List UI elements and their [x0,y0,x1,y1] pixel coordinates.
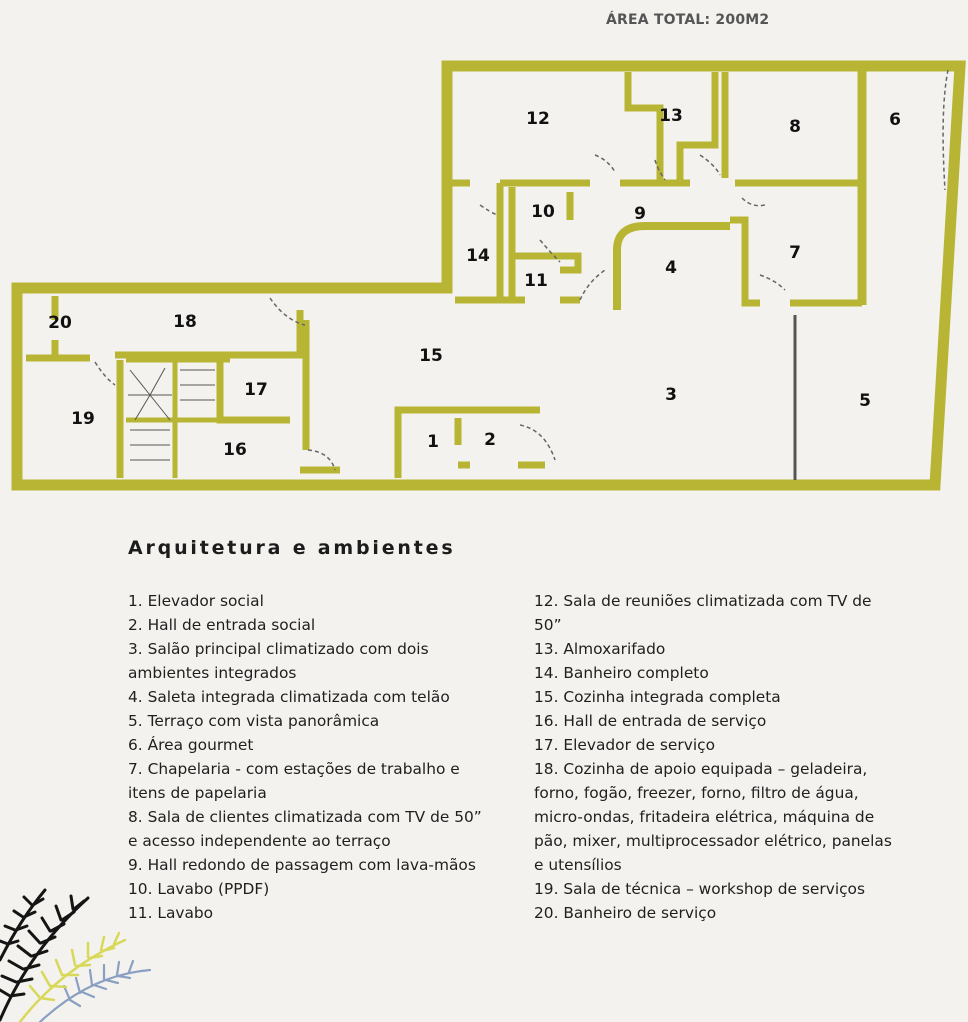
legend-line: 15. Cozinha integrada completa [534,688,781,706]
door-swing [700,155,720,175]
door-swing [95,362,115,385]
stair-step [130,430,170,460]
legend-line: 14. Banheiro completo [534,664,709,682]
door-swing [595,155,615,172]
legend-line: 4. Saleta integrada climatizada com telão [128,688,450,706]
legend-line: 13. Almoxarifado [534,640,666,658]
legend-line: 11. Lavabo [128,904,214,922]
legend-line: 12. Sala de reuniões climatizada com TV de [534,592,872,610]
room-label: 16 [223,440,247,460]
door-swing [742,198,765,206]
stair-step [180,370,215,400]
wall-segment [512,256,578,270]
legend-line: itens de papelaria [128,784,267,802]
room-label: 9 [634,204,646,224]
room-label: 1 [427,432,439,452]
door-swing [580,270,605,300]
stair-step [150,368,165,395]
legend-title: Arquitetura e ambientes [128,537,456,559]
legend-line: 8. Sala de clientes climatizada com TV de 50” [128,808,482,826]
legend-line: 17. Elevador de serviço [534,736,715,754]
service-stair [128,368,215,460]
stair-step [135,395,150,420]
door-swing [520,425,555,460]
total-area-label: ÁREA TOTAL: 200M2 [606,12,770,28]
legend-right-column [534,589,939,925]
legend-line: pão, mixer, multiprocessador elétrico, panelas [534,832,892,850]
room-label: 15 [419,346,443,366]
wall-segment [628,72,660,185]
legend-line: 50” [534,616,562,634]
room-label: 8 [789,117,801,137]
legend-line: 9. Hall redondo de passagem com lava-mãos [128,856,476,874]
door-swing [943,70,948,190]
legend-line: micro-ondas, fritadeira elétrica, máquina de [534,808,875,826]
legend-left-column [128,589,533,925]
wall-segment [730,220,760,303]
stair-step [150,395,170,420]
room-label: 10 [531,202,555,222]
room-label: 6 [889,110,901,130]
floor-plan-walls [17,66,960,485]
legend-line: 7. Chapelaria - com estações de trabalho e [128,760,460,778]
legend-line: e acesso independente ao terraço [128,832,391,850]
legend-line: 19. Sala de técnica – workshop de serviços [534,880,865,898]
legend-line: 3. Salão principal climatizado com dois [128,640,429,658]
legend-line: 5. Terraço com vista panorâmica [128,712,380,730]
legend-line: 6. Área gourmet [128,736,254,754]
legend-line: forno, fogão, freezer, forno, filtro de água, [534,784,859,802]
legend-line: e utensílios [534,856,622,874]
room-label: 12 [526,109,550,129]
legend-line: 2. Hall de entrada social [128,616,316,634]
legend-line: 10. Lavabo (PPDF) [128,880,270,898]
room-label: 7 [789,243,801,263]
room-label: 20 [48,313,72,333]
stair-step [130,370,150,395]
legend-line: 20. Banheiro de serviço [534,904,717,922]
wall-segment [680,72,715,183]
legend-line: ambientes integrados [128,664,297,682]
decorative-leaves [0,880,160,1022]
room-label: 19 [71,409,95,429]
room-label: 18 [173,312,197,332]
door-swing [760,275,785,290]
floor-plan [0,0,968,500]
legend-line: 16. Hall de entrada de serviço [534,712,767,730]
blue-leaf [40,961,150,1022]
room-label: 17 [244,380,268,400]
room-label: 14 [466,246,490,266]
room-label: 2 [484,430,496,450]
room-label: 5 [859,391,871,411]
wall-segment [115,310,300,355]
black-leaf [0,890,88,1020]
room-label: 13 [659,106,683,126]
room-label: 3 [665,385,677,405]
room-label: 4 [665,258,677,278]
room-label: 11 [524,271,548,291]
door-swing [480,205,497,215]
legend-line: 1. Elevador social [128,592,264,610]
legend-line: 18. Cozinha de apoio equipada – geladeira, [534,760,868,778]
